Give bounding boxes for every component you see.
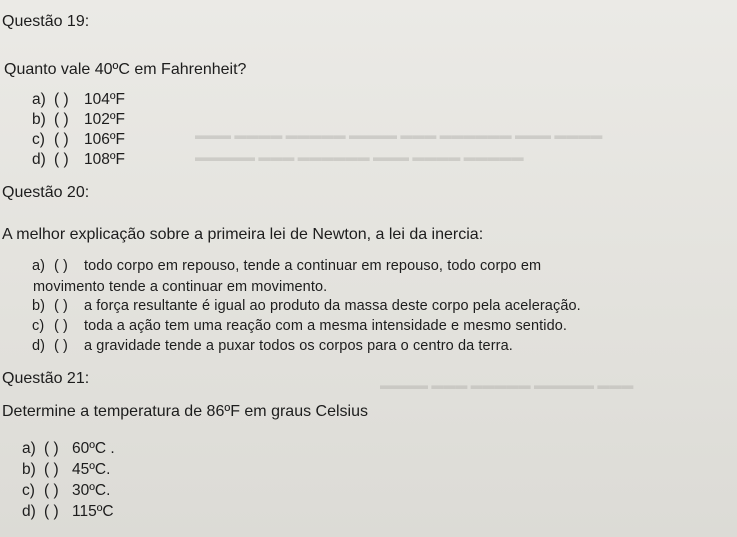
answer-box[interactable]: ( ) bbox=[54, 111, 69, 128]
bleed-through-text: ▬▬▬▬▬ ▬▬▬ ▬▬▬▬▬▬ ▬▬▬ ▬▬▬▬ ▬▬▬▬▬ bbox=[195, 150, 524, 164]
option-letter: c) bbox=[32, 318, 45, 334]
q21-title: Questão 21: bbox=[2, 370, 90, 387]
answer-box[interactable]: ( ) bbox=[54, 338, 68, 354]
option-text: 102ºF bbox=[84, 111, 125, 128]
bleed-through-text: ▬▬▬ ▬▬▬▬ ▬▬▬▬▬ ▬▬▬▬ ▬▬▬ ▬▬▬▬▬▬ ▬▬▬ ▬▬▬▬ bbox=[195, 128, 603, 142]
q21-option-a[interactable] bbox=[22, 440, 115, 458]
q19-option-a[interactable] bbox=[32, 91, 125, 109]
option-text: 30ºC. bbox=[72, 482, 111, 499]
answer-box[interactable]: ( ) bbox=[54, 298, 68, 314]
option-letter: d) bbox=[22, 503, 36, 520]
q20-question: A melhor explicação sobre a primeira lei de Newton, a lei da inercia: bbox=[2, 226, 484, 243]
q21-option-c[interactable] bbox=[22, 482, 110, 500]
option-text: 45ºC. bbox=[72, 461, 111, 478]
q20-option-b[interactable] bbox=[32, 298, 581, 314]
answer-box[interactable]: ( ) bbox=[54, 151, 69, 168]
option-text: 104ºF bbox=[84, 91, 125, 108]
q19-option-b[interactable] bbox=[32, 111, 125, 129]
option-letter: b) bbox=[22, 461, 36, 478]
answer-box[interactable]: ( ) bbox=[44, 440, 59, 457]
option-text: toda a ação tem uma reação com a mesma intensidade e mesmo sentido. bbox=[84, 318, 568, 334]
option-letter: a) bbox=[22, 440, 36, 457]
option-text: a gravidade tende a puxar todos os corpos para o centro da terra. bbox=[84, 338, 513, 354]
q20-option-a-continued: movimento tende a continuar em movimento. bbox=[33, 279, 328, 295]
option-text: 115ºC bbox=[72, 503, 114, 520]
q20-option-c[interactable] bbox=[32, 318, 567, 334]
q20-title: Questão 20: bbox=[2, 184, 90, 201]
q19-question: Quanto vale 40ºC em Fahrenheit? bbox=[4, 61, 247, 78]
option-letter: c) bbox=[32, 131, 45, 148]
answer-box[interactable]: ( ) bbox=[54, 258, 68, 274]
answer-box[interactable]: ( ) bbox=[44, 482, 59, 499]
option-text: a força resultante é igual ao produto da massa deste corpo pela aceleração. bbox=[84, 298, 581, 314]
option-letter: a) bbox=[32, 91, 46, 108]
answer-box[interactable]: ( ) bbox=[44, 461, 59, 478]
option-letter: b) bbox=[32, 111, 46, 128]
q20-option-a[interactable] bbox=[32, 258, 541, 274]
answer-box[interactable]: ( ) bbox=[54, 91, 69, 108]
q20-option-d[interactable] bbox=[32, 338, 513, 354]
option-letter: b) bbox=[32, 298, 46, 314]
option-letter: d) bbox=[32, 151, 46, 168]
option-letter: d) bbox=[32, 338, 46, 354]
q21-option-d[interactable] bbox=[22, 503, 114, 521]
option-letter: a) bbox=[32, 258, 46, 274]
bleed-through-text: ▬▬▬▬ ▬▬▬ ▬▬▬▬▬ ▬▬▬▬▬ ▬▬▬ bbox=[380, 378, 634, 392]
option-text: 106ºF bbox=[84, 131, 125, 148]
q21-question: Determine a temperatura de 86ºF em graus Celsius bbox=[2, 403, 369, 420]
answer-box[interactable]: ( ) bbox=[44, 503, 59, 520]
option-text: todo corpo em repouso, tende a continuar em repouso, todo corpo em bbox=[84, 258, 542, 274]
option-letter: c) bbox=[22, 482, 35, 499]
q19-option-c[interactable] bbox=[32, 131, 125, 149]
q19-title: Questão 19: bbox=[2, 13, 90, 30]
option-text: 60ºC . bbox=[72, 440, 115, 457]
q19-option-d[interactable] bbox=[32, 151, 125, 169]
q21-option-b[interactable] bbox=[22, 461, 110, 479]
answer-box[interactable]: ( ) bbox=[54, 131, 69, 148]
answer-box[interactable]: ( ) bbox=[54, 318, 68, 334]
option-text: 108ºF bbox=[84, 151, 125, 168]
